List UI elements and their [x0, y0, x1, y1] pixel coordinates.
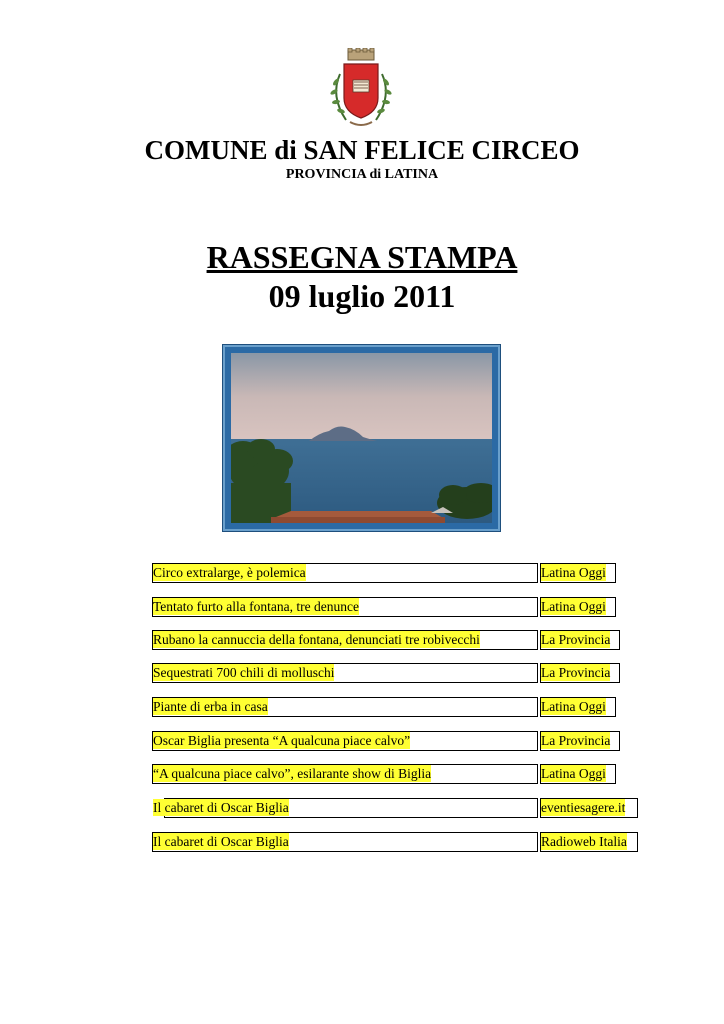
- article-source: La Provincia: [541, 665, 611, 680]
- article-title: Piante di erba in casa: [153, 699, 268, 714]
- article-title: Rubano la cannuccia della fontana, denunciati tre robivecchi: [153, 632, 480, 647]
- article-title: Circo extralarge, è polemica: [153, 565, 306, 580]
- article-title: “A qualcuna piace calvo”, esilarante show di Biglia: [153, 766, 432, 781]
- article-source: Latina Oggi: [541, 699, 606, 714]
- list-item: [0, 797, 724, 819]
- landscape-photo: [223, 345, 500, 531]
- article-source: Latina Oggi: [541, 599, 606, 614]
- list-item: [0, 696, 724, 718]
- article-source: Latina Oggi: [541, 766, 606, 781]
- list-item: [0, 562, 724, 584]
- article-source: La Provincia: [541, 733, 611, 748]
- list-item: [0, 763, 724, 785]
- article-source: eventiesagere.it: [541, 800, 626, 815]
- municipality-title: COMUNE di SAN FELICE CIRCEO: [144, 135, 580, 165]
- document-heading: RASSEGNA STAMPA: [206, 239, 518, 275]
- province-subtitle: PROVINCIA di LATINA: [285, 167, 439, 182]
- document-date: 09 luglio 2011: [268, 278, 456, 314]
- article-title: Tentato furto alla fontana, tre denunce: [153, 599, 359, 614]
- list-item: [0, 831, 724, 853]
- list-item: [0, 662, 724, 684]
- article-source: Latina Oggi: [541, 565, 606, 580]
- article-title: Il cabaret di Oscar Biglia: [153, 800, 289, 815]
- list-item: [0, 730, 724, 752]
- list-item: [0, 629, 724, 651]
- article-source: Radioweb Italia: [541, 834, 627, 849]
- article-title: Il cabaret di Oscar Biglia: [153, 834, 289, 849]
- list-item: [0, 596, 724, 618]
- municipal-crest-logo: [326, 48, 396, 130]
- article-title: Sequestrati 700 chili di molluschi: [153, 665, 335, 680]
- article-source: La Provincia: [541, 632, 611, 647]
- article-title: Oscar Biglia presenta “A qualcuna piace calvo”: [153, 733, 411, 748]
